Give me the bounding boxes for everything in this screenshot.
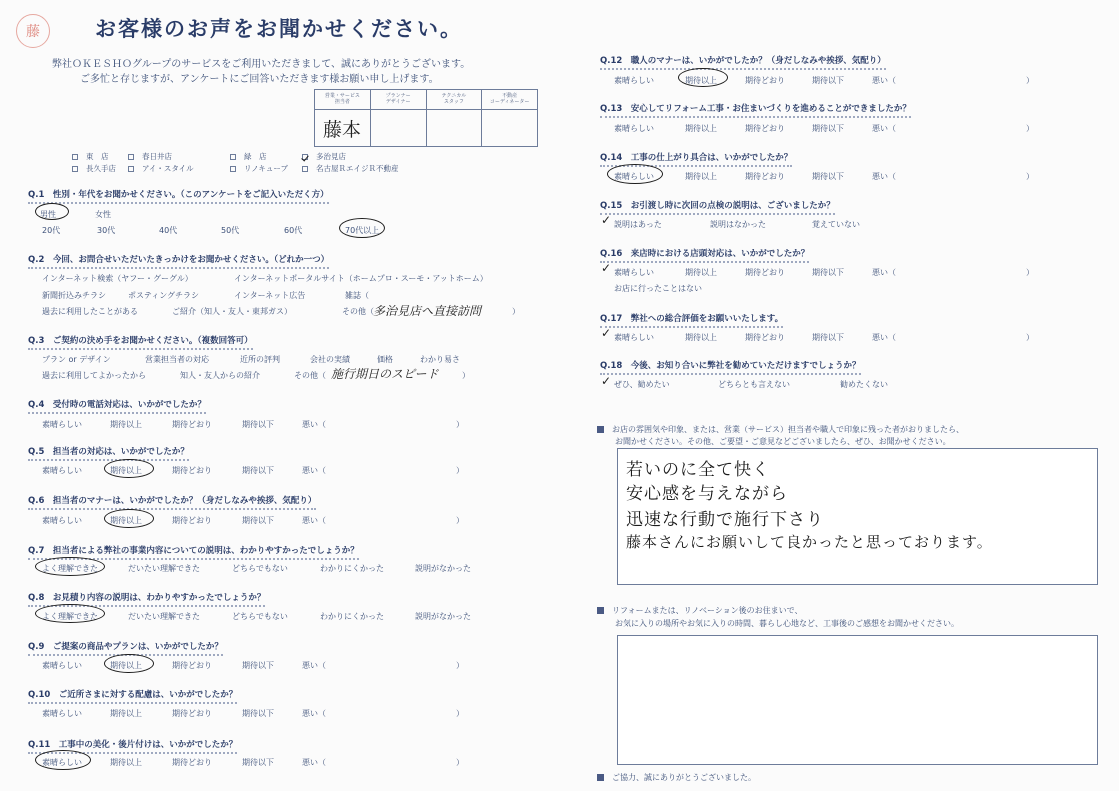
q18-opt-recommend[interactable]: ぜひ、勧めたい	[614, 380, 670, 389]
staff-header-technical: テクニカル スタッフ	[427, 90, 482, 110]
q4-opt-as-expected[interactable]: 期待どおり	[172, 420, 212, 429]
q3-option[interactable]: わかり易さ	[420, 355, 460, 364]
q17-opt-above[interactable]: 期待以上	[685, 333, 717, 342]
q2-option[interactable]: ご紹介（知人・友人・東邦ガス）	[172, 307, 292, 316]
q1-age-20s[interactable]: 20代	[42, 226, 61, 235]
handwritten-line: 安心感を与えながら	[626, 484, 788, 504]
q17-opt-below[interactable]: 期待以下	[812, 333, 844, 342]
store-kasugai[interactable]: 春日井店	[128, 151, 172, 162]
q3-option[interactable]: 過去に利用してよかったから	[42, 371, 146, 380]
q7-opt-unclear[interactable]: わかりにくかった	[320, 564, 384, 573]
q3-option[interactable]: 知人・友人からの紹介	[180, 371, 260, 380]
q2-option[interactable]: 過去に利用したことがある	[42, 307, 138, 316]
q11-opt-as-expected[interactable]: 期待どおり	[172, 758, 212, 767]
q17-opt-bad[interactable]: 悪い（	[872, 333, 896, 342]
q11-opt-below[interactable]: 期待以下	[242, 758, 274, 767]
staff-sales-name[interactable]: 藤本	[323, 119, 362, 141]
q8-title: Q.8 お見積り内容の説明は、わかりやすかったでしょうか？	[28, 591, 265, 607]
close-paren: ）	[1026, 172, 1034, 181]
close-paren: ）	[456, 466, 464, 475]
q12-title: Q.12 職人のマナーは、いかがでしたか？（身だしなみや挨拶、気配り）	[600, 54, 886, 70]
q16-title: Q.16 来店時における店頭対応は、いかがでしたか？	[600, 247, 809, 263]
q6-title: Q.6 担当者のマナーは、いかがでしたか？（身だしなみや挨拶、気配り）	[28, 494, 316, 510]
q2-option[interactable]: インターネットポータルサイト（ホームプロ・スーモ・アットホーム）	[234, 274, 488, 283]
q18-opt-neutral[interactable]: どちらとも言えない	[718, 380, 790, 389]
q7-opt-neutral[interactable]: どちらでもない	[232, 564, 288, 573]
close-paren: ）	[456, 661, 464, 670]
store-higashi[interactable]: 東 店	[72, 151, 109, 162]
q2-option[interactable]: 新聞折込みチラシ	[42, 291, 106, 300]
checkbox[interactable]	[128, 166, 134, 172]
q17-opt-as-expected[interactable]: 期待どおり	[745, 333, 785, 342]
q16-opt-as-expected[interactable]: 期待どおり	[745, 268, 785, 277]
q8-opt-mostly[interactable]: だいたい理解できた	[128, 612, 200, 621]
q13-opt-above[interactable]: 期待以上	[685, 124, 717, 133]
q12-opt-as-expected[interactable]: 期待どおり	[745, 76, 785, 85]
q6-opt-as-expected[interactable]: 期待どおり	[172, 516, 212, 525]
q1-age-70plus[interactable]: 70代以上	[345, 226, 380, 235]
q1-age-30s[interactable]: 30代	[97, 226, 116, 235]
seal-stamp: 藤	[16, 14, 50, 48]
section2-heading-line2: お気に入りの場所やお気に入りの時間、暮らし心地など、工事後のご感想をお聞かせください。	[615, 619, 959, 628]
staff-technical-name[interactable]	[427, 110, 482, 146]
q12-opt-excellent[interactable]: 素晴らしい	[614, 76, 654, 85]
q11-opt-bad[interactable]: 悪い（	[302, 758, 326, 767]
q9-opt-above[interactable]: 期待以上	[110, 661, 142, 670]
q2-title: Q.2 今回、お問合せいただいたきっかけをお聞かせください。（どれか一つ）	[28, 253, 329, 269]
q1-age-50s[interactable]: 50代	[221, 226, 240, 235]
square-bullet-icon	[597, 774, 604, 781]
store-tajimi[interactable]: 多治見店	[302, 151, 346, 162]
handwritten-line: 若いのに全て快く	[626, 460, 770, 480]
staff-header-sales: 営業・サービス 担当者	[315, 90, 370, 110]
staff-table	[314, 89, 538, 147]
q13-opt-below[interactable]: 期待以下	[812, 124, 844, 133]
q12-opt-below[interactable]: 期待以下	[812, 76, 844, 85]
intro-line-2: ご多忙と存じますが、アンケートにご回答いただきます様お願い申し上げます。	[80, 74, 439, 85]
q6-opt-bad[interactable]: 悪い（	[302, 516, 326, 525]
checkbox[interactable]	[230, 154, 236, 160]
q8-opt-understood[interactable]: よく理解できた	[42, 612, 98, 621]
q13-opt-as-expected[interactable]: 期待どおり	[745, 124, 785, 133]
q13-opt-excellent[interactable]: 素晴らしい	[614, 124, 654, 133]
q3-option[interactable]: 営業担当者の対応	[145, 355, 209, 364]
q15-opt-explained[interactable]: 説明はあった	[614, 220, 662, 229]
q8-opt-neutral[interactable]: どちらでもない	[232, 612, 288, 621]
q3-option[interactable]: 会社の実績	[310, 355, 350, 364]
q7-opt-mostly[interactable]: だいたい理解できた	[128, 564, 200, 573]
q18-opt-not-recommend[interactable]: 勧めたくない	[840, 380, 888, 389]
close-paren: ）	[456, 709, 464, 718]
q1-age-60s[interactable]: 60代	[284, 226, 303, 235]
check-mark-icon: ✓	[601, 213, 612, 227]
store-nagakute[interactable]: 長久手店	[72, 163, 116, 174]
checkbox[interactable]	[72, 154, 78, 160]
q14-opt-as-expected[interactable]: 期待どおり	[745, 172, 785, 181]
q10-opt-below[interactable]: 期待以下	[242, 709, 274, 718]
q16-opt-never-visited[interactable]: お店に行ったことはない	[614, 284, 702, 293]
q9-opt-bad[interactable]: 悪い（	[302, 661, 326, 670]
staff-realestate-name[interactable]	[482, 110, 537, 146]
store-midori[interactable]: 緑 店	[230, 151, 267, 162]
close-paren: ）	[456, 420, 464, 429]
q15-title: Q.15 お引渡し時に次回の点検の説明は、ございましたか？	[600, 199, 835, 215]
q5-opt-above[interactable]: 期待以上	[110, 466, 142, 475]
q1-age-40s[interactable]: 40代	[159, 226, 178, 235]
q14-opt-bad[interactable]: 悪い（	[872, 172, 896, 181]
q16-opt-above[interactable]: 期待以上	[685, 268, 717, 277]
q10-title: Q.10 ご近所さまに対する配慮は、いかがでしたか？	[28, 688, 237, 704]
q7-title: Q.7 担当者による弊社の事業内容についての説明は、わかりやすかったでしょうか？	[28, 544, 359, 560]
square-bullet-icon	[597, 426, 604, 433]
intro-line-1: 弊社ＯＫＥＳＨＯグループのサービスをご利用いただきまして、誠にありがとうございます。	[52, 59, 471, 70]
q1-gender-male[interactable]: 男性	[40, 210, 56, 219]
q4-opt-excellent[interactable]: 素晴らしい	[42, 420, 82, 429]
q2-option[interactable]: ポスティングチラシ	[128, 291, 200, 300]
q1-title: Q.1 性別・年代をお聞かせください。（このアンケートをご記入いただく方）	[28, 188, 329, 204]
q10-opt-as-expected[interactable]: 期待どおり	[172, 709, 212, 718]
comment-box-2[interactable]	[617, 635, 1098, 765]
staff-header-planner: プランナー デザイナー	[371, 90, 426, 110]
q3-option[interactable]: プラン or デザイン	[42, 355, 111, 364]
q15-opt-not-explained[interactable]: 説明はなかった	[710, 220, 766, 229]
checkbox[interactable]	[302, 166, 308, 172]
section1-heading: お店の雰囲気や印象、または、営業（サービス）担当者や職人で印象に残った者がおりましたら、	[597, 424, 964, 436]
q5-opt-bad[interactable]: 悪い（	[302, 466, 326, 475]
q16-opt-bad[interactable]: 悪い（	[872, 268, 896, 277]
staff-planner-name[interactable]	[371, 110, 426, 146]
q17-opt-excellent[interactable]: 素晴らしい	[614, 333, 654, 342]
store-istyle[interactable]: アイ・スタイル	[128, 163, 194, 174]
q4-opt-below[interactable]: 期待以下	[242, 420, 274, 429]
q11-opt-excellent[interactable]: 素晴らしい	[42, 758, 82, 767]
close-paren: ）	[1026, 268, 1034, 277]
q8-opt-unclear[interactable]: わかりにくかった	[320, 612, 384, 621]
q13-opt-bad[interactable]: 悪い（	[872, 124, 896, 133]
q1-gender-female[interactable]: 女性	[95, 210, 111, 219]
q2-option[interactable]: インターネット検索（ヤフー・グーグル）	[42, 274, 193, 283]
q6-opt-above[interactable]: 期待以上	[110, 516, 142, 525]
q5-opt-as-expected[interactable]: 期待どおり	[172, 466, 212, 475]
close-paren: ）	[1026, 333, 1034, 342]
q3-option[interactable]: 近所の評判	[240, 355, 280, 364]
q12-opt-bad[interactable]: 悪い（	[872, 76, 896, 85]
close-paren: ）	[456, 758, 464, 767]
q3-other-handwritten[interactable]: 施行期日のスピード	[331, 367, 439, 381]
q5-title: Q.5 担当者の対応は、いかがでしたか？	[28, 445, 189, 461]
q18-title: Q.18 今後、お知り合いに弊社を勧めていただけますでしょうか？	[600, 359, 861, 375]
q5-opt-excellent[interactable]: 素晴らしい	[42, 466, 82, 475]
comment-box-1[interactable]	[617, 448, 1098, 585]
store-renocube[interactable]: リノキューブ	[230, 163, 288, 174]
q5-opt-below[interactable]: 期待以下	[242, 466, 274, 475]
q15-opt-dont-remember[interactable]: 覚えていない	[812, 220, 860, 229]
close-paren: ）	[512, 307, 520, 316]
q3-option[interactable]: 価格	[377, 355, 393, 364]
check-mark-icon: ✓	[601, 261, 612, 275]
q3-title: Q.3 ご契約の決め手をお聞かせください。（複数回答可）	[28, 334, 253, 350]
checkbox-checked[interactable]	[302, 154, 308, 160]
close-paren: ）	[462, 371, 470, 380]
checkbox[interactable]	[230, 166, 236, 172]
section1-heading-line2: お聞かせください。その他、ご要望・ご意見などございましたら、ぜひ、お聞かせください。	[615, 437, 951, 446]
close-paren: ）	[1026, 124, 1034, 133]
q6-opt-excellent[interactable]: 素晴らしい	[42, 516, 82, 525]
q6-opt-below[interactable]: 期待以下	[242, 516, 274, 525]
q11-title: Q.11 工事中の美化・後片付けは、いかがでしたか？	[28, 738, 237, 754]
q7-opt-understood[interactable]: よく理解できた	[42, 564, 98, 573]
q10-opt-excellent[interactable]: 素晴らしい	[42, 709, 82, 718]
q16-opt-below[interactable]: 期待以下	[812, 268, 844, 277]
q10-opt-above[interactable]: 期待以上	[110, 709, 142, 718]
q9-opt-excellent[interactable]: 素晴らしい	[42, 661, 82, 670]
q2-option-other[interactable]: その他（	[342, 307, 374, 316]
q10-opt-bad[interactable]: 悪い（	[302, 709, 326, 718]
q13-title: Q.13 安心してリフォーム工事・お住まいづくりを進めることができましたか？	[600, 102, 911, 118]
q14-opt-above[interactable]: 期待以上	[685, 172, 717, 181]
q9-opt-below[interactable]: 期待以下	[242, 661, 274, 670]
store-nagoya-realestate[interactable]: 名古屋ＲエイジＲ不動産	[302, 163, 399, 174]
q8-opt-none[interactable]: 説明がなかった	[415, 612, 471, 621]
check-mark-icon: ✓	[601, 374, 612, 388]
q2-option[interactable]: 雑誌（	[345, 291, 369, 300]
footer-thanks: ご協力、誠にありがとうございました。	[597, 772, 756, 784]
q9-opt-as-expected[interactable]: 期待どおり	[172, 661, 212, 670]
q17-title: Q.17 弊社への総合評価をお願いいたします。	[600, 312, 783, 328]
q14-opt-excellent[interactable]: 素晴らしい	[614, 172, 654, 181]
q7-opt-none[interactable]: 説明がなかった	[415, 564, 471, 573]
q11-opt-above[interactable]: 期待以上	[110, 758, 142, 767]
section2-heading: リフォームまたは、リノベーション後のお住まいで、	[597, 605, 802, 617]
q12-opt-above[interactable]: 期待以上	[685, 76, 717, 85]
checkbox[interactable]	[128, 154, 134, 160]
q4-opt-bad[interactable]: 悪い（	[302, 420, 326, 429]
handwritten-line: 迅速な行動で施行下さり	[626, 510, 824, 530]
close-paren: ）	[1026, 76, 1034, 85]
q2-option[interactable]: インターネット広告	[234, 291, 306, 300]
checkbox[interactable]	[72, 166, 78, 172]
q14-opt-below[interactable]: 期待以下	[812, 172, 844, 181]
handwritten-line: 藤本さんにお願いして良かったと思っております。	[626, 533, 993, 551]
page-title: お客様のお声をお聞かせください。	[95, 17, 463, 41]
check-mark-icon: ✓	[601, 326, 612, 340]
q16-opt-excellent[interactable]: 素晴らしい	[614, 268, 654, 277]
q9-title: Q.9 ご提案の商品やプランは、いかがでしたか？	[28, 640, 223, 656]
q4-title: Q.4 受付時の電話対応は、いかがでしたか？	[28, 398, 206, 414]
q3-option-other[interactable]: その他（	[294, 371, 326, 380]
square-bullet-icon	[597, 607, 604, 614]
q4-opt-above[interactable]: 期待以上	[110, 420, 142, 429]
q2-other-handwritten[interactable]: 多治見店へ直接訪問	[373, 304, 482, 318]
close-paren: ）	[456, 516, 464, 525]
q14-title: Q.14 工事の仕上がり具合は、いかがでしたか？	[600, 151, 792, 167]
staff-header-realestate: 不動産 コーディネーター	[482, 90, 537, 110]
